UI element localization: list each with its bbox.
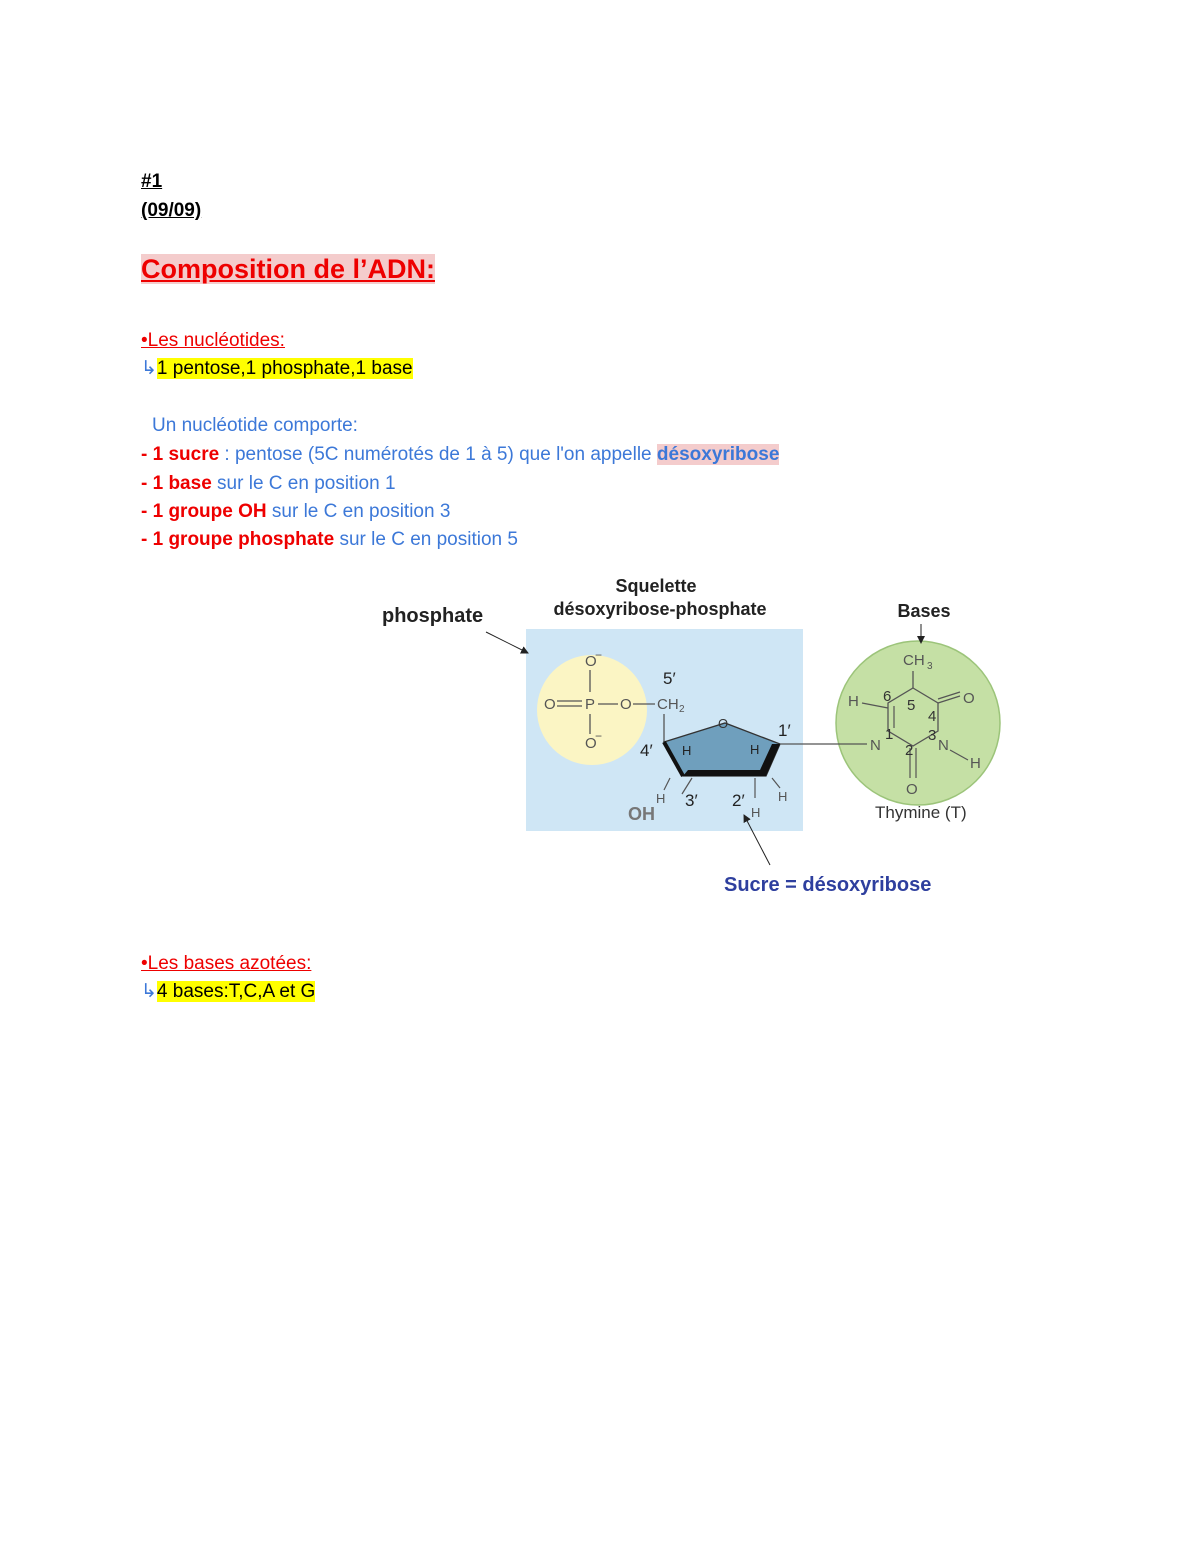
svg-text:−: − xyxy=(595,729,603,743)
svg-text:H: H xyxy=(682,743,692,758)
svg-text:2: 2 xyxy=(905,742,914,759)
svg-text:5′: 5′ xyxy=(663,669,676,688)
list-item xyxy=(141,501,450,523)
list-item xyxy=(141,529,518,551)
list-item-prefix: - 1 base xyxy=(141,473,212,494)
svg-text:O: O xyxy=(585,653,597,670)
svg-text:4′: 4′ xyxy=(640,741,653,760)
section-heading-nucleotides: •Les nucléotides: xyxy=(141,330,285,351)
svg-text:5: 5 xyxy=(907,697,916,714)
nucleotide-diagram xyxy=(370,568,1010,908)
label-oh: OH xyxy=(628,804,655,824)
label-phosphate: phosphate xyxy=(382,605,484,627)
svg-text:CH: CH xyxy=(903,652,925,669)
svg-text:O: O xyxy=(963,690,975,707)
svg-text:1: 1 xyxy=(885,726,894,743)
svg-text:3′: 3′ xyxy=(685,791,698,810)
list-item-prefix: - 1 groupe OH xyxy=(141,501,267,522)
arrow-icon: ↳ xyxy=(141,358,157,379)
list-item-highlight: désoxyribose xyxy=(656,444,780,465)
svg-text:H: H xyxy=(750,742,760,757)
note-number: #1 xyxy=(141,171,163,192)
svg-text:3: 3 xyxy=(927,661,933,672)
svg-text:2: 2 xyxy=(679,704,685,715)
svg-text:2′: 2′ xyxy=(732,791,745,810)
list-item-text: sur le C en position 1 xyxy=(211,473,396,494)
phosphate-arrow xyxy=(486,632,528,653)
nucleotides-summary: 1 pentose,1 phosphate,1 base xyxy=(156,358,413,379)
page-title-text: Composition de l’ADN: xyxy=(141,254,435,284)
list-item xyxy=(141,444,779,466)
list-item-text: sur le C en position 3 xyxy=(266,501,451,522)
svg-text:H: H xyxy=(656,791,666,806)
svg-text:3: 3 xyxy=(928,727,937,744)
list-item-prefix: - 1 sucre xyxy=(141,444,220,465)
svg-text:4: 4 xyxy=(928,708,937,725)
list-item-text: : pentose (5C numérotés de 1 à 5) que l'on appelle xyxy=(219,444,657,465)
svg-text:O: O xyxy=(585,735,597,752)
svg-text:O: O xyxy=(906,781,918,798)
svg-text:P: P xyxy=(585,696,596,713)
section-heading-bases: •Les bases azotées: xyxy=(141,953,312,974)
label-squelette-1: Squelette xyxy=(615,576,697,596)
svg-text:CH: CH xyxy=(657,696,679,713)
svg-text:O: O xyxy=(620,696,632,713)
list-item-text: sur le C en position 5 xyxy=(334,529,518,550)
svg-text:1′: 1′ xyxy=(778,721,791,740)
svg-text:O: O xyxy=(718,716,729,731)
label-bases: Bases xyxy=(897,601,951,621)
arrow-icon: ↳ xyxy=(141,981,157,1002)
label-squelette-2: désoxyribose-phosphate xyxy=(553,599,767,619)
svg-text:H: H xyxy=(970,755,981,772)
page-title xyxy=(141,254,435,285)
bases-summary-line xyxy=(141,981,315,1003)
bases-summary: 4 bases:T,C,A et G xyxy=(156,981,316,1002)
note-date: (09/09) xyxy=(141,200,202,221)
intro-text: Un nucléotide comporte: xyxy=(152,415,358,436)
svg-text:N: N xyxy=(870,737,881,754)
nucleotides-summary-line xyxy=(141,358,413,380)
label-sucre: Sucre = désoxyribose xyxy=(724,874,932,896)
list-item xyxy=(141,473,396,495)
svg-text:N: N xyxy=(938,737,949,754)
svg-text:H: H xyxy=(848,693,859,710)
list-item-prefix: - 1 groupe phosphate xyxy=(141,529,335,550)
label-thymine: Thymine (T) xyxy=(875,803,967,822)
svg-text:O: O xyxy=(544,696,556,713)
svg-text:−: − xyxy=(595,648,603,662)
svg-text:H: H xyxy=(778,789,788,804)
svg-text:6: 6 xyxy=(883,688,892,705)
svg-text:H: H xyxy=(751,805,761,820)
